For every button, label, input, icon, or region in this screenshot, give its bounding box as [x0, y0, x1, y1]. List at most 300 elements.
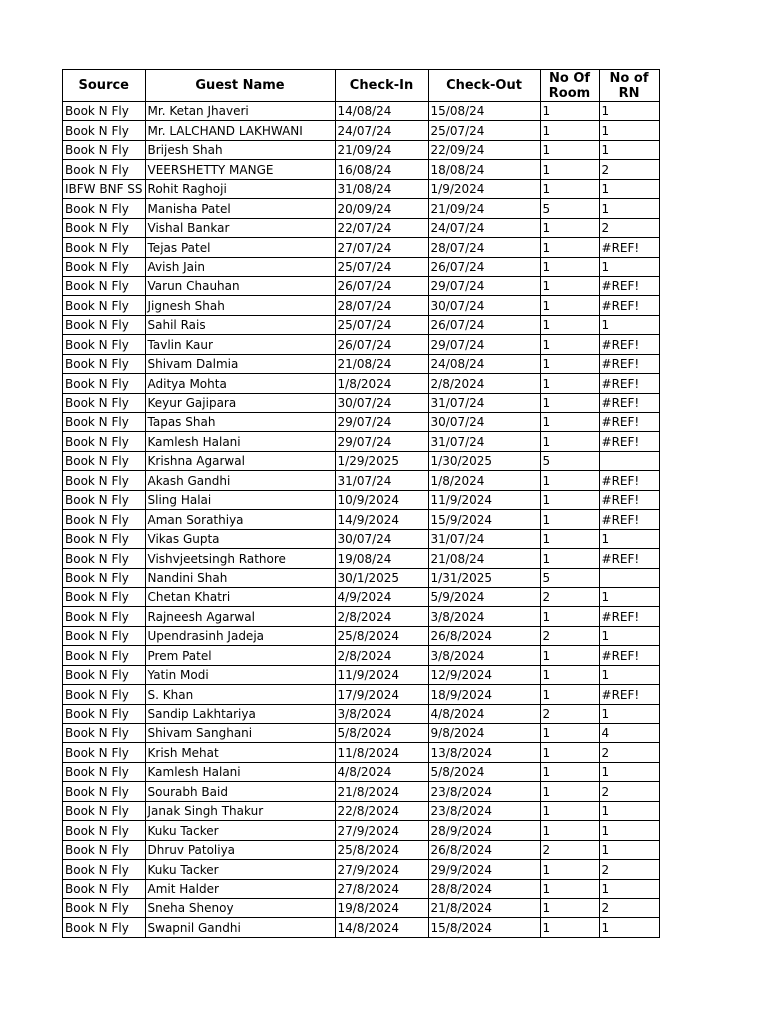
cell-source: Book N Fly — [63, 121, 146, 140]
cell-no-of-rn: 1 — [599, 199, 659, 218]
cell-no-of-rn: 4 — [599, 724, 659, 743]
cell-no-of-rn — [599, 568, 659, 587]
cell-guest-name: Amit Halder — [145, 879, 335, 898]
cell-no-of-room: 1 — [540, 529, 599, 548]
table-row — [63, 413, 660, 432]
cell-check-in: 26/07/24 — [335, 335, 428, 354]
table-row — [63, 626, 660, 645]
cell-no-of-rn: 2 — [599, 860, 659, 879]
cell-no-of-room: 1 — [540, 821, 599, 840]
table-row — [63, 374, 660, 393]
table-row — [63, 218, 660, 237]
cell-no-of-rn: #REF! — [599, 238, 659, 257]
cell-source: Book N Fly — [63, 413, 146, 432]
table-row — [63, 607, 660, 626]
cell-check-out: 13/8/2024 — [428, 743, 540, 762]
cell-check-in: 5/8/2024 — [335, 724, 428, 743]
cell-source: Book N Fly — [63, 840, 146, 859]
cell-no-of-room: 1 — [540, 374, 599, 393]
table-row — [63, 549, 660, 568]
cell-guest-name: Sahil Rais — [145, 315, 335, 334]
cell-check-out: 26/07/24 — [428, 257, 540, 276]
cell-check-in: 20/09/24 — [335, 199, 428, 218]
header-source: Source — [63, 70, 146, 102]
table-row — [63, 918, 660, 937]
cell-guest-name: Shivam Dalmia — [145, 354, 335, 373]
cell-guest-name: Jignesh Shah — [145, 296, 335, 315]
cell-source: Book N Fly — [63, 257, 146, 276]
table-row — [63, 296, 660, 315]
cell-source: Book N Fly — [63, 762, 146, 781]
cell-check-in: 4/8/2024 — [335, 762, 428, 781]
cell-check-in: 1/8/2024 — [335, 374, 428, 393]
cell-no-of-room: 1 — [540, 276, 599, 295]
cell-check-out: 5/9/2024 — [428, 587, 540, 606]
booking-table — [62, 69, 660, 938]
cell-check-in: 17/9/2024 — [335, 685, 428, 704]
cell-check-out: 12/9/2024 — [428, 665, 540, 684]
cell-check-in: 29/07/24 — [335, 432, 428, 451]
cell-guest-name: Janak Singh Thakur — [145, 801, 335, 820]
cell-no-of-room: 1 — [540, 121, 599, 140]
cell-guest-name: Sling Halai — [145, 490, 335, 509]
cell-no-of-room: 1 — [540, 413, 599, 432]
cell-guest-name: Swapnil Gandhi — [145, 918, 335, 937]
table-body — [63, 102, 660, 938]
cell-no-of-room: 1 — [540, 898, 599, 917]
cell-check-in: 26/07/24 — [335, 276, 428, 295]
cell-no-of-room: 5 — [540, 199, 599, 218]
cell-guest-name: Mr. LALCHAND LAKHWANI — [145, 121, 335, 140]
cell-source: Book N Fly — [63, 354, 146, 373]
cell-no-of-room: 1 — [540, 549, 599, 568]
cell-source: Book N Fly — [63, 218, 146, 237]
cell-source: Book N Fly — [63, 238, 146, 257]
cell-check-in: 27/9/2024 — [335, 860, 428, 879]
cell-check-out: 28/9/2024 — [428, 821, 540, 840]
cell-source: Book N Fly — [63, 374, 146, 393]
header-row — [63, 70, 660, 102]
cell-no-of-rn: 2 — [599, 782, 659, 801]
cell-check-in: 16/08/24 — [335, 160, 428, 179]
cell-no-of-room: 1 — [540, 685, 599, 704]
table-row — [63, 238, 660, 257]
cell-guest-name: Vishal Bankar — [145, 218, 335, 237]
cell-check-out: 29/07/24 — [428, 335, 540, 354]
cell-check-in: 2/8/2024 — [335, 607, 428, 626]
cell-guest-name: Aman Sorathiya — [145, 510, 335, 529]
table-row — [63, 568, 660, 587]
table-row — [63, 160, 660, 179]
cell-source: Book N Fly — [63, 860, 146, 879]
cell-no-of-room: 1 — [540, 393, 599, 412]
cell-no-of-room: 1 — [540, 238, 599, 257]
cell-guest-name: Manisha Patel — [145, 199, 335, 218]
cell-guest-name: Brijesh Shah — [145, 140, 335, 159]
cell-guest-name: Sandip Lakhtariya — [145, 704, 335, 723]
cell-source: Book N Fly — [63, 685, 146, 704]
header-no-of-rn: No of RN — [599, 70, 659, 102]
cell-source: Book N Fly — [63, 704, 146, 723]
cell-guest-name: Varun Chauhan — [145, 276, 335, 295]
cell-no-of-room: 1 — [540, 335, 599, 354]
cell-no-of-rn: #REF! — [599, 646, 659, 665]
cell-guest-name: Upendrasinh Jadeja — [145, 626, 335, 645]
cell-check-in: 11/9/2024 — [335, 665, 428, 684]
cell-no-of-rn: 2 — [599, 898, 659, 917]
cell-no-of-room: 1 — [540, 918, 599, 937]
table-row — [63, 432, 660, 451]
cell-check-in: 25/07/24 — [335, 315, 428, 334]
cell-no-of-rn: 1 — [599, 257, 659, 276]
cell-source: Book N Fly — [63, 587, 146, 606]
cell-no-of-rn: 1 — [599, 529, 659, 548]
cell-check-in: 27/9/2024 — [335, 821, 428, 840]
cell-check-in: 29/07/24 — [335, 413, 428, 432]
cell-source: Book N Fly — [63, 490, 146, 509]
cell-check-out: 26/8/2024 — [428, 840, 540, 859]
cell-guest-name: S. Khan — [145, 685, 335, 704]
cell-guest-name: Kuku Tacker — [145, 821, 335, 840]
cell-guest-name: VEERSHETTY MANGE — [145, 160, 335, 179]
table-row — [63, 646, 660, 665]
cell-check-in: 24/07/24 — [335, 121, 428, 140]
cell-check-in: 14/08/24 — [335, 102, 428, 121]
cell-no-of-room: 1 — [540, 160, 599, 179]
cell-check-out: 21/08/24 — [428, 549, 540, 568]
cell-source: Book N Fly — [63, 451, 146, 470]
cell-no-of-rn: 1 — [599, 626, 659, 645]
table-row — [63, 704, 660, 723]
cell-no-of-rn: #REF! — [599, 549, 659, 568]
table-row — [63, 587, 660, 606]
cell-no-of-rn: #REF! — [599, 510, 659, 529]
cell-no-of-rn: 2 — [599, 218, 659, 237]
cell-guest-name: Shivam Sanghani — [145, 724, 335, 743]
cell-no-of-rn: #REF! — [599, 685, 659, 704]
cell-source: Book N Fly — [63, 801, 146, 820]
cell-no-of-room: 1 — [540, 646, 599, 665]
cell-guest-name: Mr. Ketan Jhaveri — [145, 102, 335, 121]
cell-check-out: 21/09/24 — [428, 199, 540, 218]
cell-no-of-rn: 1 — [599, 879, 659, 898]
cell-no-of-rn: #REF! — [599, 374, 659, 393]
cell-no-of-room: 1 — [540, 315, 599, 334]
cell-source: Book N Fly — [63, 471, 146, 490]
table-row — [63, 743, 660, 762]
table-row — [63, 782, 660, 801]
cell-check-out: 1/8/2024 — [428, 471, 540, 490]
table-row — [63, 685, 660, 704]
cell-no-of-rn: 1 — [599, 665, 659, 684]
cell-guest-name: Vishvjeetsingh Rathore — [145, 549, 335, 568]
table-row — [63, 762, 660, 781]
header-check-in: Check-In — [335, 70, 428, 102]
cell-check-out: 15/8/2024 — [428, 918, 540, 937]
cell-check-in: 21/8/2024 — [335, 782, 428, 801]
table-row — [63, 354, 660, 373]
cell-no-of-room: 1 — [540, 879, 599, 898]
header-guest-name: Guest Name — [145, 70, 335, 102]
cell-no-of-rn: 1 — [599, 140, 659, 159]
cell-guest-name: Yatin Modi — [145, 665, 335, 684]
cell-check-in: 19/08/24 — [335, 549, 428, 568]
table-row — [63, 801, 660, 820]
table-row — [63, 898, 660, 917]
cell-no-of-rn: #REF! — [599, 490, 659, 509]
cell-check-in: 25/8/2024 — [335, 840, 428, 859]
cell-check-in: 22/8/2024 — [335, 801, 428, 820]
cell-check-out: 29/07/24 — [428, 276, 540, 295]
table-row — [63, 471, 660, 490]
cell-no-of-room: 2 — [540, 704, 599, 723]
cell-guest-name: Krishna Agarwal — [145, 451, 335, 470]
cell-no-of-room: 2 — [540, 587, 599, 606]
cell-guest-name: Rajneesh Agarwal — [145, 607, 335, 626]
table-row — [63, 821, 660, 840]
cell-source: Book N Fly — [63, 529, 146, 548]
table-row — [63, 510, 660, 529]
cell-no-of-room: 1 — [540, 218, 599, 237]
cell-guest-name: Vikas Gupta — [145, 529, 335, 548]
cell-source: Book N Fly — [63, 102, 146, 121]
table-row — [63, 840, 660, 859]
cell-check-out: 31/07/24 — [428, 393, 540, 412]
cell-check-in: 28/07/24 — [335, 296, 428, 315]
cell-check-in: 2/8/2024 — [335, 646, 428, 665]
cell-guest-name: Tapas Shah — [145, 413, 335, 432]
cell-source: Book N Fly — [63, 782, 146, 801]
cell-check-out: 3/8/2024 — [428, 646, 540, 665]
cell-check-in: 27/07/24 — [335, 238, 428, 257]
cell-source: Book N Fly — [63, 898, 146, 917]
cell-check-in: 25/8/2024 — [335, 626, 428, 645]
cell-check-in: 21/09/24 — [335, 140, 428, 159]
cell-no-of-room: 1 — [540, 354, 599, 373]
cell-no-of-rn: #REF! — [599, 335, 659, 354]
cell-check-in: 14/9/2024 — [335, 510, 428, 529]
cell-check-out: 30/07/24 — [428, 296, 540, 315]
table-row — [63, 199, 660, 218]
table-row — [63, 393, 660, 412]
cell-guest-name: Chetan Khatri — [145, 587, 335, 606]
cell-check-out: 15/08/24 — [428, 102, 540, 121]
table-row — [63, 451, 660, 470]
cell-source: Book N Fly — [63, 315, 146, 334]
cell-check-out: 1/9/2024 — [428, 179, 540, 198]
cell-source: Book N Fly — [63, 140, 146, 159]
cell-check-out: 9/8/2024 — [428, 724, 540, 743]
cell-guest-name: Kamlesh Halani — [145, 762, 335, 781]
cell-guest-name: Krish Mehat — [145, 743, 335, 762]
table-row — [63, 276, 660, 295]
cell-check-out: 23/8/2024 — [428, 782, 540, 801]
cell-check-in: 11/8/2024 — [335, 743, 428, 762]
cell-no-of-room: 1 — [540, 257, 599, 276]
cell-check-in: 30/1/2025 — [335, 568, 428, 587]
cell-source: Book N Fly — [63, 724, 146, 743]
cell-check-out: 23/8/2024 — [428, 801, 540, 820]
cell-no-of-rn: #REF! — [599, 354, 659, 373]
cell-no-of-room: 1 — [540, 510, 599, 529]
cell-check-out: 3/8/2024 — [428, 607, 540, 626]
table-row — [63, 315, 660, 334]
cell-check-in: 4/9/2024 — [335, 587, 428, 606]
cell-no-of-rn: #REF! — [599, 607, 659, 626]
cell-guest-name: Prem Patel — [145, 646, 335, 665]
cell-guest-name: Keyur Gajipara — [145, 393, 335, 412]
cell-check-out: 26/8/2024 — [428, 626, 540, 645]
cell-no-of-room: 1 — [540, 665, 599, 684]
cell-no-of-rn: 1 — [599, 704, 659, 723]
cell-source: Book N Fly — [63, 199, 146, 218]
cell-check-in: 25/07/24 — [335, 257, 428, 276]
cell-guest-name: Kuku Tacker — [145, 860, 335, 879]
cell-check-out: 21/8/2024 — [428, 898, 540, 917]
cell-no-of-rn: 1 — [599, 179, 659, 198]
table-row — [63, 724, 660, 743]
cell-no-of-rn: 1 — [599, 587, 659, 606]
table-row — [63, 121, 660, 140]
cell-no-of-rn: 1 — [599, 121, 659, 140]
cell-no-of-room: 1 — [540, 179, 599, 198]
cell-check-out: 2/8/2024 — [428, 374, 540, 393]
cell-no-of-rn: 1 — [599, 918, 659, 937]
cell-check-out: 22/09/24 — [428, 140, 540, 159]
cell-no-of-rn: 2 — [599, 743, 659, 762]
cell-no-of-rn: 1 — [599, 840, 659, 859]
cell-source: Book N Fly — [63, 607, 146, 626]
cell-check-in: 14/8/2024 — [335, 918, 428, 937]
cell-no-of-room: 1 — [540, 296, 599, 315]
table-row — [63, 335, 660, 354]
cell-guest-name: Rohit Raghoji — [145, 179, 335, 198]
cell-source: Book N Fly — [63, 393, 146, 412]
cell-source: Book N Fly — [63, 918, 146, 937]
cell-check-in: 21/08/24 — [335, 354, 428, 373]
cell-check-in: 22/07/24 — [335, 218, 428, 237]
cell-no-of-room: 1 — [540, 102, 599, 121]
cell-check-out: 26/07/24 — [428, 315, 540, 334]
cell-check-in: 31/07/24 — [335, 471, 428, 490]
cell-check-out: 18/08/24 — [428, 160, 540, 179]
cell-no-of-room: 1 — [540, 860, 599, 879]
cell-source: Book N Fly — [63, 879, 146, 898]
cell-no-of-rn: 1 — [599, 102, 659, 121]
cell-source: Book N Fly — [63, 549, 146, 568]
cell-no-of-room: 5 — [540, 451, 599, 470]
cell-check-in: 10/9/2024 — [335, 490, 428, 509]
cell-no-of-room: 1 — [540, 607, 599, 626]
cell-source: Book N Fly — [63, 568, 146, 587]
cell-guest-name: Tejas Patel — [145, 238, 335, 257]
cell-no-of-rn: 1 — [599, 821, 659, 840]
table-row — [63, 179, 660, 198]
cell-check-out: 18/9/2024 — [428, 685, 540, 704]
cell-no-of-room: 1 — [540, 432, 599, 451]
cell-guest-name: Tavlin Kaur — [145, 335, 335, 354]
cell-source: Book N Fly — [63, 665, 146, 684]
cell-no-of-rn: #REF! — [599, 276, 659, 295]
cell-guest-name: Avish Jain — [145, 257, 335, 276]
cell-check-out: 25/07/24 — [428, 121, 540, 140]
cell-check-out: 1/31/2025 — [428, 568, 540, 587]
cell-source: Book N Fly — [63, 296, 146, 315]
cell-no-of-room: 1 — [540, 140, 599, 159]
cell-no-of-rn — [599, 451, 659, 470]
cell-check-out: 30/07/24 — [428, 413, 540, 432]
cell-check-out: 28/07/24 — [428, 238, 540, 257]
table-row — [63, 102, 660, 121]
cell-guest-name: Aditya Mohta — [145, 374, 335, 393]
cell-check-in: 19/8/2024 — [335, 898, 428, 917]
cell-source: Book N Fly — [63, 335, 146, 354]
cell-no-of-rn: #REF! — [599, 471, 659, 490]
cell-no-of-room: 1 — [540, 743, 599, 762]
table-row — [63, 879, 660, 898]
cell-source: Book N Fly — [63, 510, 146, 529]
cell-source: Book N Fly — [63, 626, 146, 645]
cell-check-out: 4/8/2024 — [428, 704, 540, 723]
cell-check-out: 24/08/24 — [428, 354, 540, 373]
table-row — [63, 665, 660, 684]
table-row — [63, 140, 660, 159]
cell-guest-name: Kamlesh Halani — [145, 432, 335, 451]
cell-guest-name: Nandini Shah — [145, 568, 335, 587]
cell-no-of-rn: #REF! — [599, 393, 659, 412]
cell-no-of-room: 5 — [540, 568, 599, 587]
cell-source: Book N Fly — [63, 276, 146, 295]
cell-check-out: 15/9/2024 — [428, 510, 540, 529]
cell-source: IBFW BNF SS — [63, 179, 146, 198]
cell-no-of-room: 2 — [540, 626, 599, 645]
cell-guest-name: Sneha Shenoy — [145, 898, 335, 917]
cell-source: Book N Fly — [63, 743, 146, 762]
cell-no-of-rn: 2 — [599, 160, 659, 179]
cell-no-of-rn: #REF! — [599, 413, 659, 432]
cell-check-in: 31/08/24 — [335, 179, 428, 198]
cell-check-out: 31/07/24 — [428, 529, 540, 548]
cell-check-out: 24/07/24 — [428, 218, 540, 237]
cell-no-of-room: 1 — [540, 762, 599, 781]
cell-source: Book N Fly — [63, 160, 146, 179]
cell-guest-name: Dhruv Patoliya — [145, 840, 335, 859]
cell-no-of-room: 2 — [540, 840, 599, 859]
cell-check-in: 27/8/2024 — [335, 879, 428, 898]
cell-no-of-room: 1 — [540, 801, 599, 820]
cell-check-out: 31/07/24 — [428, 432, 540, 451]
cell-check-in: 3/8/2024 — [335, 704, 428, 723]
cell-no-of-rn: 1 — [599, 801, 659, 820]
cell-check-out: 5/8/2024 — [428, 762, 540, 781]
cell-guest-name: Sourabh Baid — [145, 782, 335, 801]
cell-no-of-rn: 1 — [599, 762, 659, 781]
cell-check-out: 1/30/2025 — [428, 451, 540, 470]
cell-check-in: 1/29/2025 — [335, 451, 428, 470]
header-no-of-room: No Of Room — [540, 70, 599, 102]
cell-check-in: 30/07/24 — [335, 393, 428, 412]
table-row — [63, 490, 660, 509]
table-row — [63, 860, 660, 879]
cell-source: Book N Fly — [63, 646, 146, 665]
cell-no-of-rn: #REF! — [599, 432, 659, 451]
cell-check-out: 29/9/2024 — [428, 860, 540, 879]
cell-no-of-rn: 1 — [599, 315, 659, 334]
cell-no-of-room: 1 — [540, 490, 599, 509]
table-row — [63, 257, 660, 276]
cell-no-of-rn: #REF! — [599, 296, 659, 315]
cell-source: Book N Fly — [63, 821, 146, 840]
